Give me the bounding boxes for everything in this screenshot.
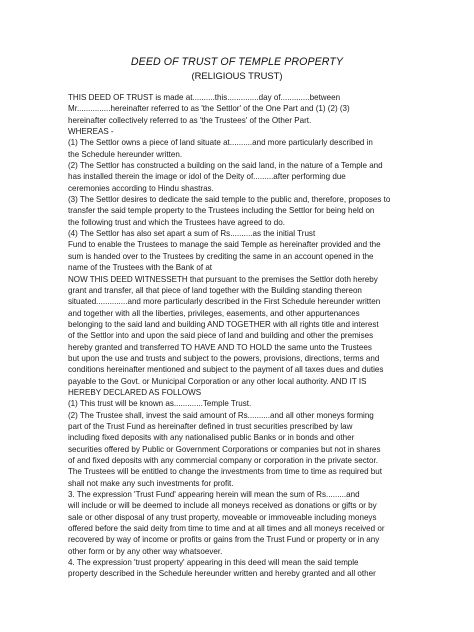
body-text-line: property described in the Schedule hereunder written and hereby granted and all other [68, 569, 376, 579]
body-text-line: (3) The Settlor desires to dedicate the said temple to the public and, therefore, proposes to [68, 195, 391, 205]
body-text-line: belonging to the said land and building AND TOGETHER with all rights title and interest [68, 319, 379, 329]
body-text-line: shall not make any such investments for profit. [68, 478, 234, 488]
body-text-line: Fund to enable the Trustees to manage the said Temple as hereinafter provided and the [68, 240, 381, 250]
body-text-line: and together with all the liberties, privileges, easements, and other appurtenances [68, 308, 360, 318]
body-text-line: offered before the said deity from time to time and at all times and all moneys received or [68, 524, 385, 534]
body-text-line: THIS DEED OF TRUST is made at..........this..............day of.............between [68, 93, 341, 102]
body-text-line: (1) The Settlor owns a piece of land situate at..........and more particularly described in [68, 138, 373, 148]
body-text-line: Mr...............hereinafter referred to as 'the Settlor' of the One Part and (1) (2) (3) [68, 104, 350, 114]
body-text-line: 4. The expression 'trust property' appearing in this deed will mean the said temple [68, 558, 359, 568]
body-text-line: (2) The Settlor has constructed a building on the said land, in the nature of a Temple and [68, 161, 383, 171]
body-text-line: (2) The Trustee shall, invest the said amount of Rs..........and all other moneys forming [68, 410, 374, 420]
body-text-line: of the Settlor into and upon the said piece of land and building and other the premises [68, 331, 374, 341]
document-body [68, 92, 418, 580]
body-text-line: grant and transfer, all that piece of land together with the Building standing thereon [68, 285, 362, 295]
body-text-line: hereinafter collectively referred to as 'the Trustees' of the Other Part. [68, 115, 312, 125]
body-text-line: but upon the use and trusts and subject to the powers, provisions, directions, terms and [68, 353, 380, 363]
body-text-line: WHEREAS - [68, 127, 114, 137]
body-text-line: transfer the said temple property to the Trustees including the Settlor for being held on [68, 206, 375, 216]
body-text-line: ceremonies according to Hindu shastras. [68, 183, 214, 193]
body-text-line: securities offered by Public or Government Corporations or companies but not in shares [68, 444, 381, 454]
document-subtitle: (RELIGIOUS TRUST) [191, 70, 283, 81]
body-text-line: has installed therein the image or idol of the Deity of.........after performing due [68, 172, 346, 182]
document-title: DEED OF TRUST OF TEMPLE PROPERTY [130, 56, 344, 68]
body-text-line: the following trust and which the Trustees have agreed to do. [68, 217, 285, 227]
body-text-line: other form or by any other way whatsoever. [68, 546, 223, 556]
body-text-line: NOW THIS DEED WITNESSETH that pursuant to the premises the Settlor doth hereby [68, 274, 378, 284]
body-text-line: HEREBY DECLARED AS FOLLOWS [68, 387, 202, 397]
body-text-line: the Schedule hereunder written. [68, 149, 183, 159]
body-text-line: will include or will be deemed to include all moneys received as donations or gifts or by [68, 501, 377, 511]
body-text-line: of and fixed deposits with any commercial company or corporation in the private sector. [68, 456, 378, 465]
body-text-line: situated..............and more particularly described in the First Schedule hereunder written [68, 297, 381, 307]
body-text-line: name of the Trustees with the Bank of at [68, 263, 213, 273]
body-text-line: hereby granted and transferred TO HAVE AND TO HOLD the same unto the Trustees [68, 342, 372, 352]
body-text-line: (4) The Settlor has also set apart a sum of Rs..........as the initial Trust [68, 229, 316, 239]
body-text-line: 3. The expression 'Trust Fund' appearing herein will mean the sum of Rs.........and [68, 490, 360, 500]
body-text-line: including fixed deposits with any nationalised public Banks or in bonds and other [68, 433, 355, 443]
body-text-line: part of the Trust Fund as hereinafter defined in trust securities prescribed by law [68, 421, 353, 431]
body-text-line: sum is handed over to the Trustees by crediting the same in an account opened in the [68, 251, 374, 261]
body-text-line: recovered by way of income or profits or gains from the Trust Fund or property or in any [68, 535, 380, 545]
body-text-line: sale or other disposal of any trust property, moveable or immoveable including moneys [68, 512, 377, 522]
body-text-line: (1) This trust will be known as.............Temple Trust. [68, 399, 252, 409]
body-text-line: payable to the Govt. or Municipal Corporation or any other local authority. AND IT IS [68, 376, 367, 386]
body-text-line: The Trustees will be entitled to change the investments from time to time as required but [68, 467, 382, 477]
body-text-line: conditions hereinafter mentioned and subject to the payment of all taxes dues and duties [68, 365, 384, 375]
